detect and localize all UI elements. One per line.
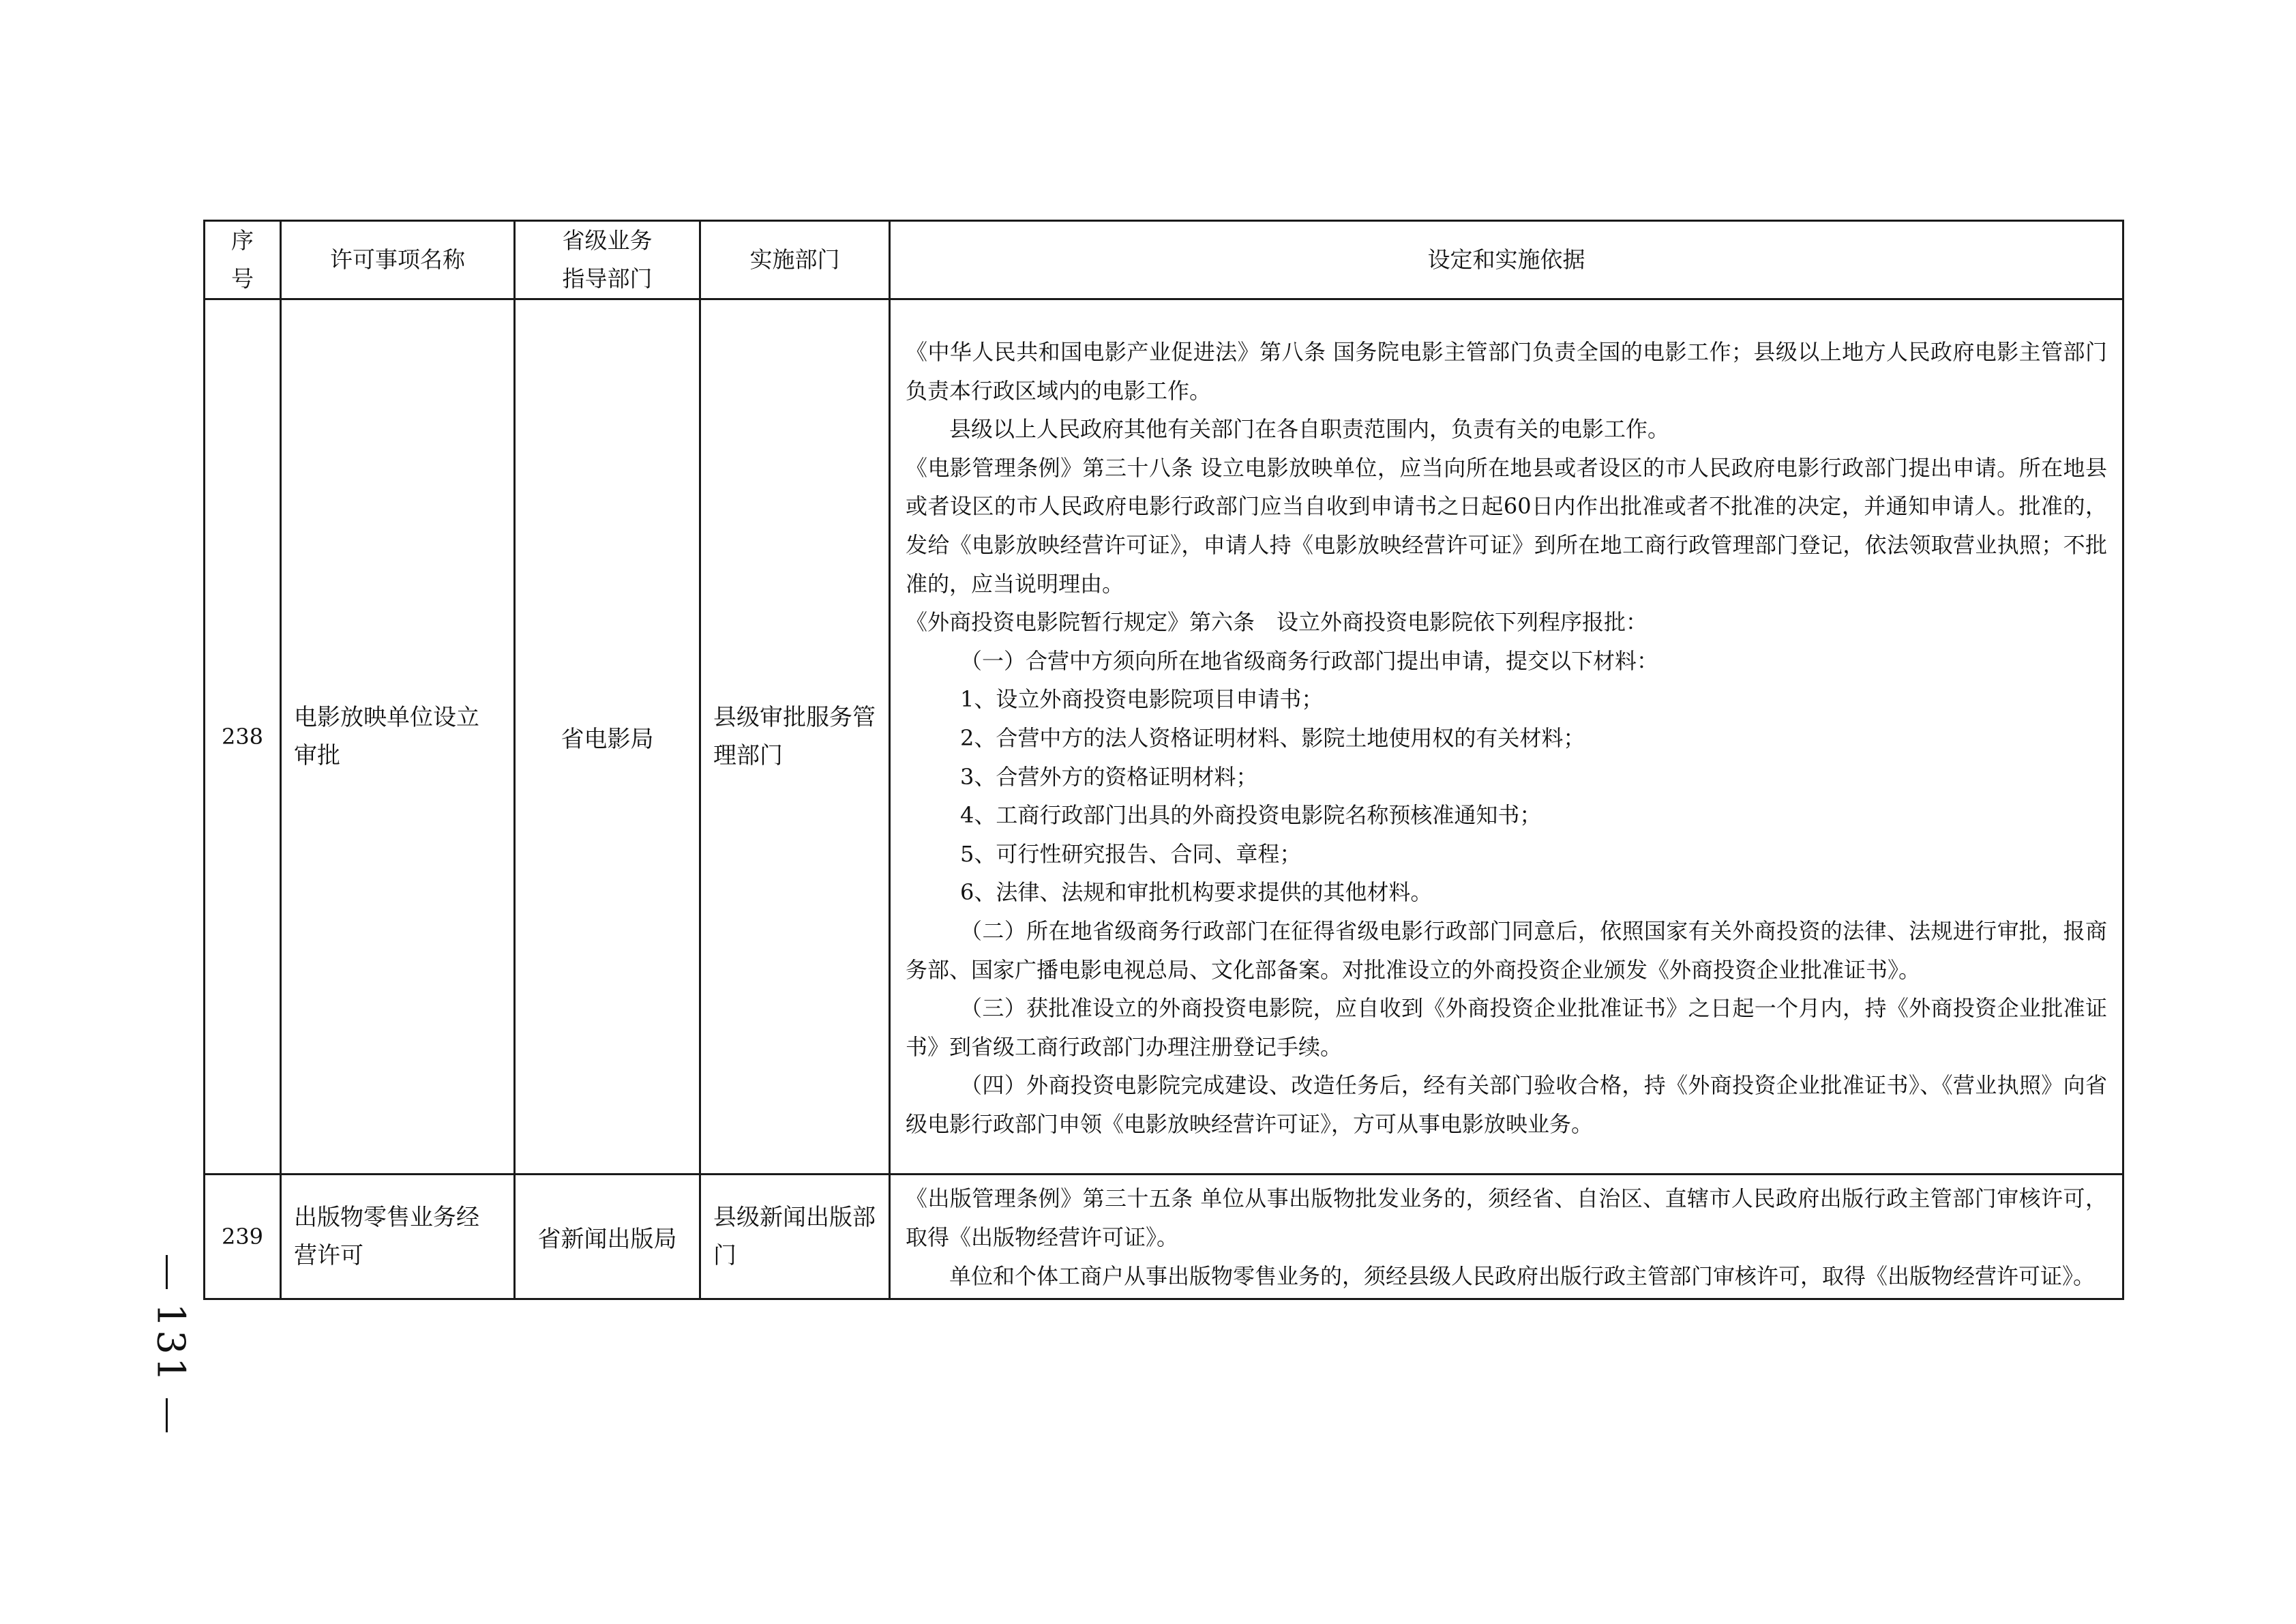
basis-paragraph: 县级以上人民政府其他有关部门在各自职责范围内，负责有关的电影工作。 <box>949 416 1670 443</box>
row-impl-dept: 县级审批服务管理部门 <box>700 299 890 1175</box>
row-guide-dept: 省新闻出版局 <box>515 1175 700 1299</box>
row-item-name: 电影放映单位设立审批 <box>281 299 515 1175</box>
table-row <box>205 1175 2123 1299</box>
basis-paragraph: 《电影管理条例》第三十八条 设立电影放映单位，应当向所在地县或者设区的市人民政府电影行政部门提出申请。所在地县或者设区的市人民政府电影行政部门应当自收到申请书之日起60日内作出批准或者不批准的决定，并通知申请人。批准的，发给《电影放映经营许可证》，申请人持《电影放映经营许可证》到所在地工商行政管理部门登记，依法领取营业执照；不批准的，应当说明理由。 <box>906 454 2107 597</box>
header-seq: 序号 <box>205 221 281 299</box>
page-number <box>140 1255 201 1432</box>
basis-paragraph: （一）合营中方须向所在地省级商务行政部门提出申请，提交以下材料： <box>960 647 1659 674</box>
row-basis <box>890 299 2123 1175</box>
row-guide-dept: 省电影局 <box>515 299 700 1175</box>
basis-paragraph: 3、合营外方的资格证明材料； <box>960 763 1258 790</box>
row-item-name: 出版物零售业务经营许可 <box>281 1175 515 1299</box>
licensing-table <box>203 220 2124 1300</box>
basis-paragraph: 6、法律、法规和审批机构要求提供的其他材料。 <box>960 879 1433 906</box>
header-item-name: 许可事项名称 <box>281 221 515 299</box>
row-impl-dept: 县级新闻出版部门 <box>700 1175 890 1299</box>
row-basis <box>890 1175 2123 1299</box>
header-row <box>205 221 2123 299</box>
basis-paragraph: （四）外商投资电影院完成建设、改造任务后，经有关部门验收合格，持《外商投资企业批准证书》、《营业执照》向省级电影行政部门申领《电影放映经营许可证》，方可从事电影放映业务。 <box>906 1072 2107 1137</box>
header-basis: 设定和实施依据 <box>890 221 2123 299</box>
basis-paragraph: （三）获批准设立的外商投资电影院，应自收到《外商投资企业批准证书》之日起一个月内，持《外商投资企业批准证书》到省级工商行政部门办理注册登记手续。 <box>906 995 2107 1060</box>
header-impl-dept: 实施部门 <box>700 221 890 299</box>
basis-paragraph: 4、工商行政部门出具的外商投资电影院名称预核准通知书； <box>960 802 1542 829</box>
row-seq: 238 <box>205 299 281 1175</box>
basis-paragraph: 《外商投资电影院暂行规定》第六条 设立外商投资电影院依下列程序报批： <box>906 609 1648 636</box>
basis-paragraph: 2、合营中方的法人资格证明材料、影院土地使用权的有关材料； <box>960 724 1585 751</box>
basis-paragraph: 5、可行性研究报告、合同、章程； <box>960 840 1302 867</box>
basis-paragraph: 单位和个体工商户从事出版物零售业务的，须经县级人民政府出版行政主管部门审核许可，取得《出版物经营许可证》。 <box>949 1263 2096 1289</box>
basis-paragraph: （二）所在地省级商务行政部门在征得省级电影行政部门同意后，依照国家有关外商投资的法律、法规进行审批，报商务部、国家广播电影电视总局、文化部备案。对批准设立的外商投资企业颁发《外商投资企业批准证书》。 <box>906 917 2107 983</box>
basis-paragraph: 《出版管理条例》第三十五条 单位从事出版物批发业务的，须经省、自治区、直辖市人民政府出版行政主管部门审核许可，取得《出版物经营许可证》。 <box>906 1185 2107 1251</box>
table-row <box>205 299 2123 1175</box>
row-seq: 239 <box>205 1175 281 1299</box>
page-number-dash-bottom <box>166 1398 168 1432</box>
page-number-text: 131 <box>148 1303 193 1385</box>
page-number-dash-top <box>166 1255 168 1289</box>
header-guide-dept: 省级业务指导部门 <box>515 221 700 299</box>
basis-paragraph: 《中华人民共和国电影产业促进法》第八条 国务院电影主管部门负责全国的电影工作；县级以上地方人民政府电影主管部门负责本行政区域内的电影工作。 <box>906 339 2107 404</box>
basis-paragraph: 1、设立外商投资电影院项目申请书； <box>960 686 1324 713</box>
